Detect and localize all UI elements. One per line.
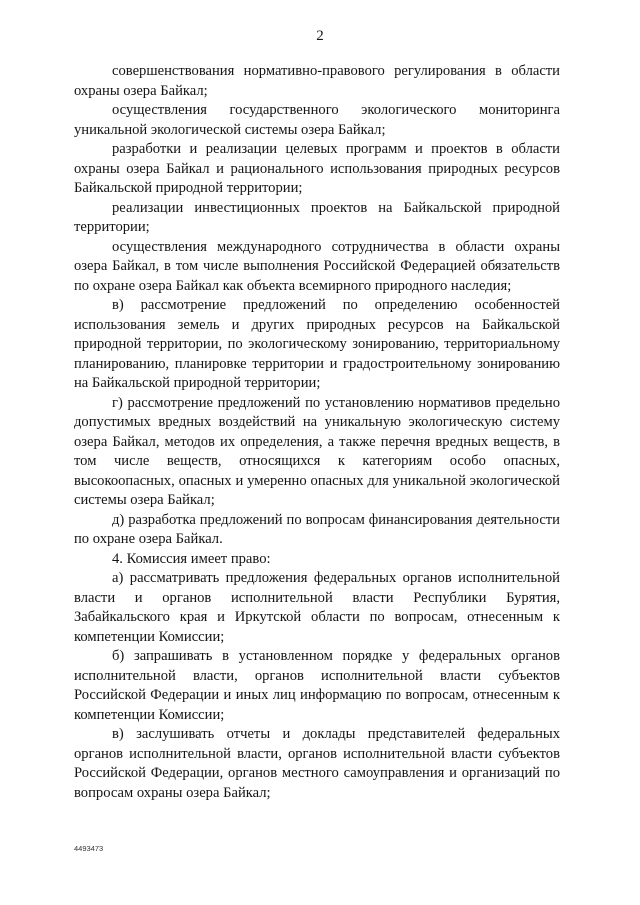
paragraph: в) заслушивать отчеты и доклады представителей федеральных органов исполнительной власти, органов исполнительной власти субъектов Российской Федерации, органов местного самоуправления и организаций по вопросам охраны озера Байкал; bbox=[74, 726, 560, 801]
paragraph: осуществления государственного экологического мониторинга уникальной экологической системы озера Байкал; bbox=[74, 102, 560, 138]
paragraph: г) рассмотрение предложений по установлению нормативов предельно допустимых вредных воздействий на уникальную экологическую систему озера Байкал, методов их определения, а также перечня вредных веществ, в том числе веществ, относящихся к категориям особо опасных, высокоопасных, опасных и умеренно опасных для уникальной экологической системы озера Байкал; bbox=[74, 394, 560, 508]
paragraph: осуществления международного сотрудничества в области охраны озера Байкал, в том числе выполнения Российской Федерацией обязательств по охране озера Байкал как объекта всемирного природного наследия; bbox=[74, 238, 560, 294]
document-body bbox=[74, 62, 560, 803]
paragraph: в) рассмотрение предложений по определению особенностей использования земель и других природных ресурсов на Байкальской природной территории, по экологическому зонированию, территориальному планированию, планировке территории и градостроительному зонированию на Байкальской природной территории; bbox=[74, 297, 560, 391]
document-id: 4493473 bbox=[74, 844, 104, 853]
page-number: 2 bbox=[316, 28, 324, 44]
paragraph: а) рассматривать предложения федеральных органов исполнительной власти и органов исполнительной власти Республики Бурятия, Забайкальского края и Иркутской области по вопросам, отнесенным к компетенции Комиссии; bbox=[74, 570, 560, 645]
paragraph: б) запрашивать в установленном порядке у федеральных органов исполнительной власти, органов исполнительной власти субъектов Российской Федерации и иных лиц информацию по вопросам, отнесенным к компетенции Комиссии; bbox=[74, 648, 560, 723]
paragraph: совершенствования нормативно-правового регулирования в области охраны озера Байкал; bbox=[74, 63, 560, 99]
section-heading: 4. Комиссия имеет право: bbox=[112, 550, 271, 567]
paragraph: разработки и реализации целевых программ и проектов в области охраны озера Байкал и рационального использования природных ресурсов Байкальской природной территории; bbox=[74, 141, 560, 196]
paragraph: д) разработка предложений по вопросам финансирования деятельности по охране озера Байкал. bbox=[74, 511, 560, 547]
paragraph: реализации инвестиционных проектов на Байкальской природной территории; bbox=[74, 199, 560, 235]
